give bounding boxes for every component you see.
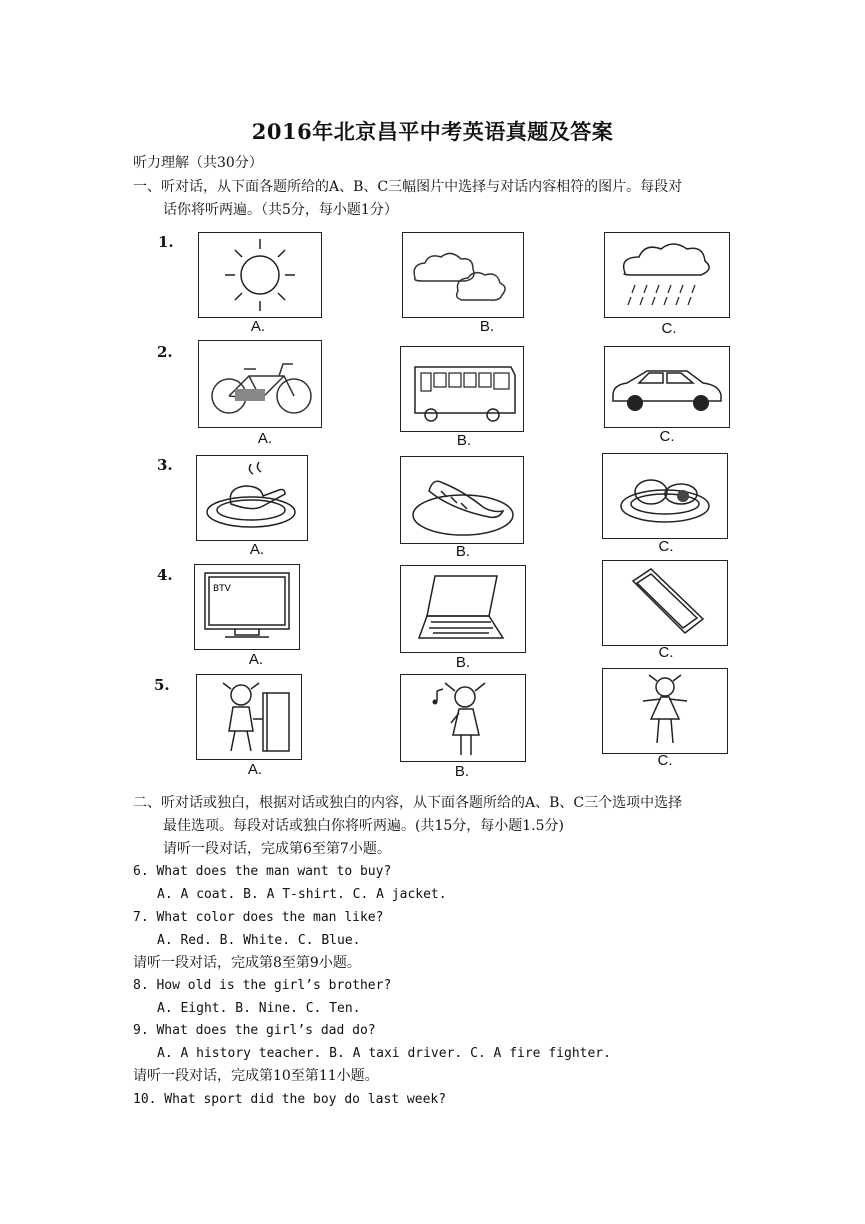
- girl-dancing-icon[interactable]: [602, 668, 728, 754]
- fish-plate-icon[interactable]: [400, 456, 524, 544]
- phone-icon[interactable]: [602, 560, 728, 646]
- section2-instruction-line1: 二、听对话或独白，根据对话或独白的内容，从下面各题所给的A、B、C三个选项中选择: [133, 795, 683, 811]
- question-7-options[interactable]: A. Red. B. White. C. Blue.: [157, 933, 361, 948]
- option-5a: A.: [247, 761, 263, 778]
- chicken-leg-icon[interactable]: [196, 455, 308, 541]
- question-8: 8. How old is the girl’s brother?: [133, 978, 392, 993]
- option-4a: A.: [248, 651, 264, 668]
- question-number-3: 3.: [157, 456, 173, 474]
- car-icon[interactable]: [604, 346, 730, 428]
- option-2a: A.: [257, 430, 273, 447]
- option-4c: C.: [658, 644, 674, 661]
- bus-icon[interactable]: [400, 346, 524, 432]
- instruction-q6-7: 请听一段对话，完成第6至第7小题。: [163, 841, 391, 857]
- section1-instruction-line1: 一、听对话，从下面各题所给的A、B、C三幅图片中选择与对话内容相符的图片。每段对: [133, 179, 683, 195]
- question-6: 6. What does the man want to buy?: [133, 864, 392, 879]
- laptop-icon[interactable]: [400, 565, 526, 653]
- clouds-icon[interactable]: [402, 232, 524, 318]
- tv-icon[interactable]: [194, 564, 300, 650]
- option-2c: C.: [659, 428, 675, 445]
- question-number-2: 2.: [157, 343, 173, 361]
- question-number-5: 5.: [154, 676, 170, 694]
- section1-instruction-line2: 话你将听两遍。（共5分，每小题1分）: [163, 202, 398, 218]
- option-3a: A.: [249, 541, 265, 558]
- option-2b: B.: [456, 432, 472, 449]
- question-7: 7. What color does the man like?: [133, 910, 384, 925]
- part-heading: 听力理解（共30分）: [133, 155, 263, 171]
- tv-label: BTV: [213, 584, 231, 594]
- girl-singing-icon[interactable]: [400, 674, 526, 762]
- question-8-options[interactable]: A. Eight. B. Nine. C. Ten.: [157, 1001, 361, 1016]
- bicycle-icon[interactable]: [198, 340, 322, 428]
- girl-piano-icon[interactable]: [196, 674, 302, 760]
- egg-plate-icon[interactable]: [602, 453, 728, 539]
- question-9: 9. What does the girl’s dad do?: [133, 1023, 376, 1038]
- option-5b: B.: [454, 763, 470, 780]
- question-9-options[interactable]: A. A history teacher. B. A taxi driver. C. A fire fighter.: [157, 1046, 611, 1061]
- option-4b: B.: [455, 654, 471, 671]
- instruction-q10-11: 请听一段对话，完成第10至第11小题。: [133, 1068, 379, 1084]
- option-3c: C.: [658, 538, 674, 555]
- instruction-q8-9: 请听一段对话，完成第8至第9小题。: [133, 955, 361, 971]
- sun-icon[interactable]: [198, 232, 322, 318]
- question-number-4: 4.: [157, 566, 173, 584]
- option-5c: C.: [657, 752, 673, 769]
- page-title: 2016年北京昌平中考英语真题及答案: [251, 119, 614, 144]
- question-6-options[interactable]: A. A coat. B. A T-shirt. C. A jacket.: [157, 887, 447, 902]
- option-1b: B.: [479, 318, 495, 335]
- option-1a: A.: [250, 318, 266, 335]
- option-3b: B.: [455, 543, 471, 560]
- question-10: 10. What sport did the boy do last week?: [133, 1092, 447, 1107]
- rain-cloud-icon[interactable]: [604, 232, 730, 318]
- question-number-1: 1.: [158, 233, 174, 251]
- option-1c: C.: [661, 320, 677, 337]
- section2-instruction-line2: 最佳选项。每段对话或独白你将听两遍。(共15分，每小题1.5分): [163, 818, 565, 834]
